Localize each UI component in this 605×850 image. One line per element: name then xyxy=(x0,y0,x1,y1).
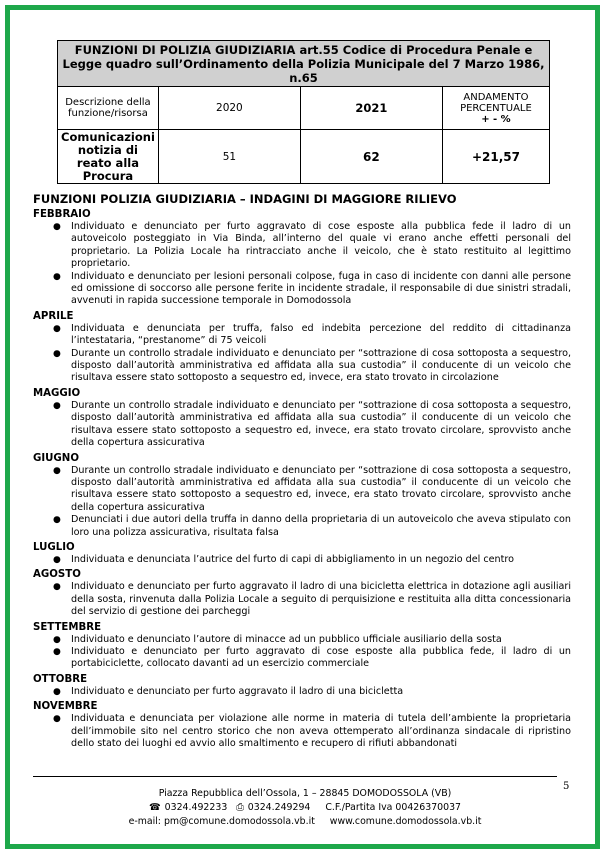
phone-1: 0324.492233 xyxy=(164,802,228,813)
phone-icon: ☎ xyxy=(148,802,161,813)
month-heading: FEBBRAIO xyxy=(33,209,91,220)
footer-web xyxy=(70,815,540,829)
list-item xyxy=(33,465,571,515)
month-heading: LUGLIO xyxy=(33,541,75,553)
list-item-text: Individuato e denunciato per furto aggravato il ladro di una bicicletta elettrica in dotazione agli ausiliari della sosta, rinvenuta dalla Polizia Locale a seguito di perquisizione e restituita alla ditta concessionaria del servizio di gestione dei parcheggi xyxy=(71,581,571,618)
list-item-text: Durante un controllo stradale individuato e denunciato per “sottrazione di cosa sottoposta a sequestro, disposto dall’autorità amministrativa ed affidata alla sua custodia” il conducente di un veicolo che risultava essere stato sottoposto a sequestro ed, invece, era stato trovato circolare, sprovvisto anche della copertura assicurativa xyxy=(71,464,571,513)
bullet-icon: ● xyxy=(53,515,61,526)
months-list xyxy=(33,208,571,750)
value-percentage: +21,57 xyxy=(442,130,549,184)
table-row xyxy=(58,130,550,184)
month-items xyxy=(33,713,571,750)
bullet-icon: ● xyxy=(53,323,61,334)
list-item-text: Individuato e denunciato per lesioni personali colpose, fuga in caso di incidente con danni alle persone ed omissione di soccorso alle persone ferite in incidente stradale, il responsabile di due sinistri stradali, avvenuti in rapida successione temporale in Domodossola xyxy=(71,270,571,307)
website-link[interactable]: www.comune.domodossola.vb.it xyxy=(329,816,482,827)
list-item xyxy=(33,221,571,271)
month-heading: MAGGIO xyxy=(33,387,81,399)
bullet-icon: ● xyxy=(53,554,61,565)
bullet-icon: ● xyxy=(53,646,61,657)
footer-contacts xyxy=(70,801,540,815)
month-items xyxy=(33,554,571,566)
statistics-table xyxy=(57,40,550,184)
list-item xyxy=(33,686,571,698)
list-item-text: Denunciati i due autori della truffa in danno della proprietaria di un autoveicolo che aveva stipulato con loro una polizza assicurativa, risultata falsa xyxy=(71,514,571,538)
value-2020: 51 xyxy=(158,130,300,184)
column-header-2021: 2021 xyxy=(300,87,442,130)
month-items xyxy=(33,221,571,308)
list-item xyxy=(33,646,571,671)
list-item-text: Individuato e denunciato per furto aggravato di cose esposte alla pubblica fede, il ladro di un portabiciclette, collocato davanti ad un esercizio commerciale xyxy=(71,645,571,670)
trend-line-2: PERCENTUALE xyxy=(460,102,532,114)
list-item-text: Individuata e denunciata per truffa, falso ed indebita percezione del reddito di cittadinanza l’intestataria, “prestanome” di 75 veicoli xyxy=(71,322,571,347)
bullet-icon: ● xyxy=(53,400,61,411)
column-header-2020: 2020 xyxy=(158,87,300,130)
month-items xyxy=(33,400,571,450)
list-item xyxy=(33,400,571,450)
list-item xyxy=(33,323,571,348)
bullet-icon: ● xyxy=(53,271,61,282)
row-label: Comunicazioni notizia di reato alla Procura xyxy=(58,130,159,184)
list-item-text: Durante un controllo stradale individuato e denunciato per “sottrazione di cosa sottoposta a sequestro, disposto dall’autorità amministrativa ed affidata alla sua custodia” il conducente di un veicolo che risultava essere stato sottoposto a sequestro ed, invece, era stato trovato in circolazione xyxy=(71,347,571,384)
list-item-text: Individuato e denunciato per furto aggravato di cose esposte alla pubblica fede il ladro di un autoveicolo posteggiato in Via Binda, all’interno del quale vi erano anche effetti personali del proprietario. La Polizia Locale ha rintracciato anche il veicolo, che è stato restituito al legittimo proprietario. xyxy=(71,221,571,270)
footer-address: Piazza Repubblica dell’Ossola, 1 – 28845 DOMODOSSOLA (VB) xyxy=(158,788,452,799)
column-header-trend xyxy=(442,87,549,130)
bullet-icon: ● xyxy=(53,348,61,359)
month-heading: OTTOBRE xyxy=(33,673,88,685)
footer-divider xyxy=(33,776,557,777)
table-header-row xyxy=(58,87,550,130)
table-title: FUNZIONI DI POLIZIA GIUDIZIARIA art.55 Codice di Procedura Penale e Legge quadro sull’Ordinamento della Polizia Municipale del 7 Marzo 1986, n.65 xyxy=(58,41,550,87)
fax-icon: ⎙ xyxy=(236,802,244,813)
bullet-icon: ● xyxy=(53,222,61,232)
list-item xyxy=(33,514,571,539)
investigations-section xyxy=(33,192,571,750)
month-items xyxy=(33,465,571,539)
list-item xyxy=(33,271,571,308)
section-title: FUNZIONI POLIZIA GIUDIZIARIA – INDAGINI DI MAGGIORE RILIEVO xyxy=(33,192,457,206)
bullet-icon: ● xyxy=(53,582,61,593)
email-link[interactable]: e-mail: pm@comune.domodossola.vb.it xyxy=(128,816,315,827)
list-item xyxy=(33,634,571,646)
month-heading: SETTEMBRE xyxy=(33,621,102,633)
month-heading: AGOSTO xyxy=(33,569,81,581)
list-item xyxy=(33,554,571,566)
trend-line-1: ANDAMENTO xyxy=(463,91,529,103)
month-items xyxy=(33,686,571,698)
month-items xyxy=(33,634,571,671)
phone-2: 0324.249294 xyxy=(247,802,311,813)
list-item xyxy=(33,581,571,618)
list-item xyxy=(33,348,571,385)
month-heading: NOVEMBRE xyxy=(33,701,98,713)
column-header-description: Descrizione della funzione/risorsa xyxy=(58,87,159,130)
bullet-icon: ● xyxy=(53,714,61,725)
value-2021: 62 xyxy=(300,130,442,184)
list-item xyxy=(33,713,571,750)
month-items xyxy=(33,581,571,618)
trend-line-3: + - % xyxy=(481,113,511,125)
bullet-icon: ● xyxy=(53,634,61,645)
month-heading: GIUGNO xyxy=(33,452,79,464)
bullet-icon: ● xyxy=(53,686,61,697)
list-item-text: Individuata e denunciata l’autrice del furto di capi di abbigliamento in un negozio del centro xyxy=(71,553,515,565)
list-item-text: Durante un controllo stradale individuato e denunciato per “sottrazione di cosa sottoposta a sequestro, disposto dall’autorità amministrativa ed affidata alla sua custodia” il conducente di un veicolo che risultava essere stato sottoposto a sequestro ed, invece, era stato trovato circolare, sprovvisto anche della copertura assicurativa xyxy=(71,399,571,449)
list-item-text: Individuato e denunciato per furto aggravato il ladro di una bicicletta xyxy=(71,685,404,697)
page-number: 5 xyxy=(563,781,570,792)
tax-code: C.F./Partita Iva 00426370037 xyxy=(325,802,462,813)
bullet-icon: ● xyxy=(53,465,61,476)
month-items xyxy=(33,323,571,385)
list-item-text: Individuata e denunciata per violazione alle norme in materia di tutela dell’ambiente la proprietaria dell’immobile sito nel centro storico che non aveva ottemperato all’ordinanza sindacale di ripristino dello stato dei luoghi ed avvio allo smaltimento e recupero di rifiuti abbandonati xyxy=(71,713,571,749)
list-item-text: Individuato e denunciato l’autore di minacce ad un pubblico ufficiale ausiliario della sosta xyxy=(71,633,502,645)
month-heading: APRILE xyxy=(33,310,74,322)
